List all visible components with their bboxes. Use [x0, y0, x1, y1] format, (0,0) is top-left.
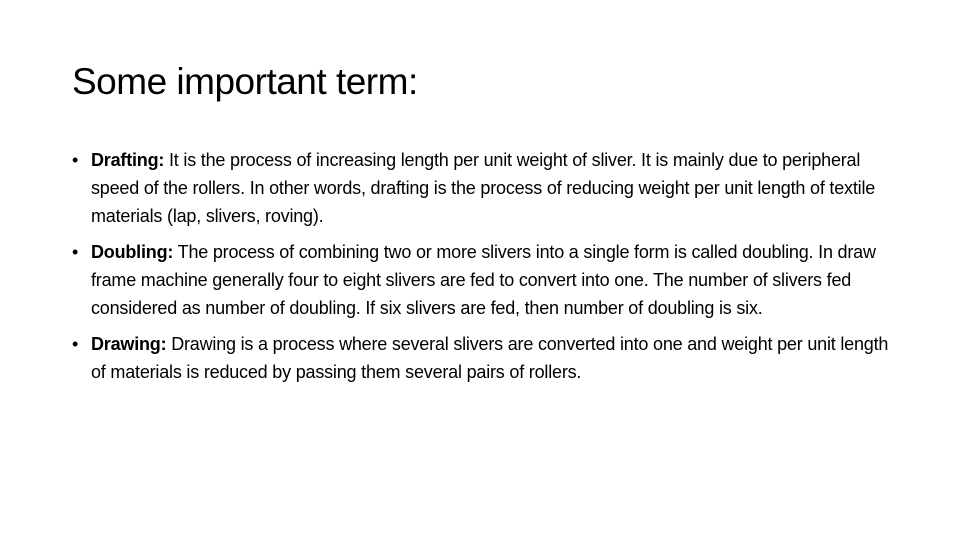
term-definition: Drawing is a process where several slivers are converted into one and weight per unit length of materials is reduced by passing them several pairs of rollers. [91, 334, 889, 382]
term-label: Drafting: [91, 150, 165, 170]
bullet-marker: • [72, 334, 79, 354]
bullet-list [72, 146, 902, 394]
term-definition: It is the process of increasing length per unit weight of sliver. It is mainly due to peripheral speed of the rollers. In other words, drafting is the process of reducing weight per unit length of textile materials (lap, slivers, roving). [91, 150, 876, 226]
bullet-marker: • [72, 242, 79, 262]
bullet-item-doubling [72, 238, 902, 322]
slide-title: Some important term: [72, 61, 418, 102]
bullet-item-drawing [72, 330, 902, 386]
bullet-marker: • [72, 150, 79, 170]
bullet-item-drafting [72, 146, 902, 230]
term-label: Drawing: [91, 334, 167, 354]
term-definition: The process of combining two or more slivers into a single form is called doubling. In draw frame machine generally four to eight slivers are fed to convert into one. The number of slivers fed considered as number of doubling. If six slivers are fed, then number of doubling is six. [91, 242, 876, 318]
term-label: Doubling: [91, 242, 174, 262]
